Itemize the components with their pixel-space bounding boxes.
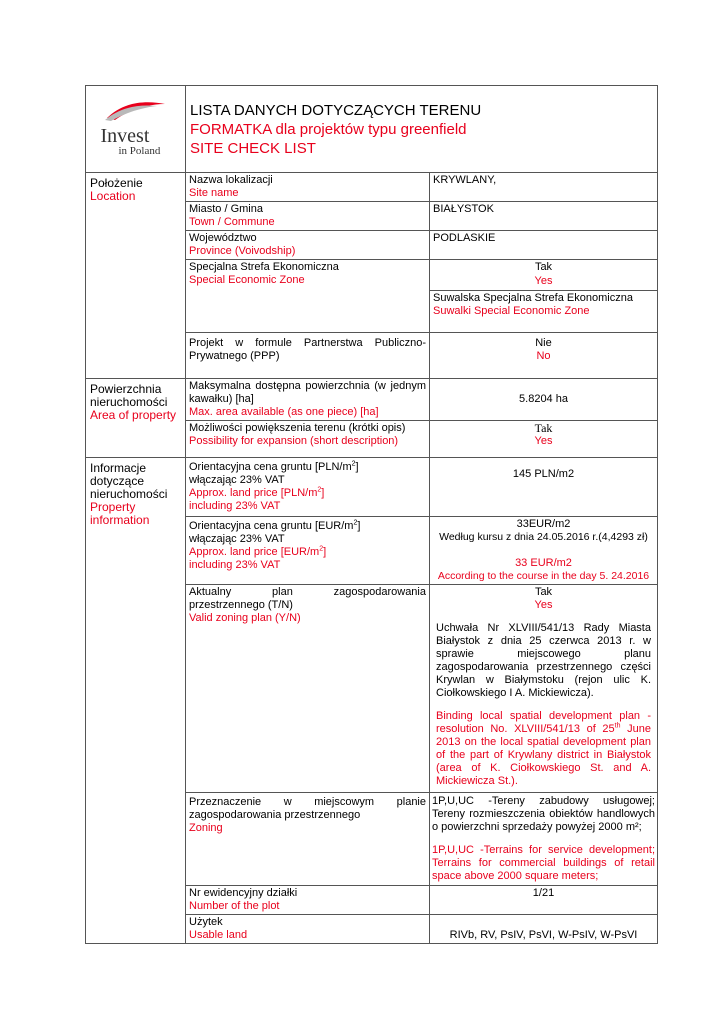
price-pln-label: Orientacyjna cena gruntu $[PLN/m^2]$ włączając 23% VAT Approx. land price $[PLN/m^2]$ including 23% VAT bbox=[186, 458, 430, 517]
expansion-value bbox=[430, 421, 658, 458]
category-label-pl-3: nieruchomości bbox=[90, 487, 168, 501]
province-label bbox=[186, 231, 430, 260]
sez-value-en: Yes bbox=[534, 275, 553, 287]
label-en: Province (Voivodship) bbox=[189, 245, 296, 257]
resolution-en-part-2: June 2013 on the local spatial development plan of the part of Krywlany district in Białystok (area of K. Ciołkowskiego St. and A. Mickiewicza St.). bbox=[436, 723, 651, 787]
site-name-value: KRYWLANY, bbox=[430, 173, 658, 202]
zoning-value-pl: 1P,U,UC -Tereny zabudowy usługowej; Tereny rozmieszczenia obiektów handlowych o powierzchni sprzedaży powyżej 2000 m²; bbox=[432, 795, 655, 833]
town-label bbox=[186, 202, 430, 231]
price-eur-value-2: Według kursu z dnia 24.05.2016 r.(4,4293 zł) bbox=[439, 531, 648, 543]
logo-cell bbox=[86, 86, 186, 173]
expansion-value-en: Yes bbox=[534, 435, 553, 447]
label-en-vat: including 23% VAT bbox=[189, 559, 281, 571]
invest-in-poland-logo bbox=[101, 100, 171, 157]
flag-swoosh-icon bbox=[101, 100, 171, 122]
title-line-1: LISTA DANYCH DOTYCZĄCYCH TERENU bbox=[190, 101, 482, 119]
ppp-label: Projekt w formule Partnerstwa Publiczno-Prywatnego (PPP) bbox=[186, 333, 430, 379]
label-pl: Specjalna Strefa Ekonomiczna bbox=[189, 261, 339, 273]
logo-sub: in Poland bbox=[118, 145, 161, 157]
label-pl: Orientacyjna cena gruntu [EUR/m bbox=[189, 520, 354, 532]
sez-value-pl: Tak bbox=[534, 261, 553, 273]
price-eur-value-1: 33EUR/m2 bbox=[516, 518, 571, 530]
label-pl-vat: włączając 23% VAT bbox=[189, 533, 285, 545]
category-label-en: Area of property bbox=[90, 408, 177, 422]
label-en: Number of the plot bbox=[189, 900, 280, 912]
title-line-3: SITE CHECK LIST bbox=[190, 139, 316, 157]
site-name-label bbox=[186, 173, 430, 202]
max-area-label bbox=[186, 379, 430, 421]
zoning-plan-resolution-en bbox=[436, 710, 651, 788]
zoning-label bbox=[186, 793, 430, 886]
label-en: Valid zoning plan (Y/N) bbox=[189, 612, 301, 624]
land-value: RIVb, RV, PsIV, PsVI, W-PsIV, W-PsVI bbox=[430, 915, 658, 944]
label-pl: Przeznaczenie w miejscowym planie zagospodarowania przestrzennego bbox=[189, 796, 426, 821]
plot-value: 1/21 bbox=[430, 886, 658, 915]
label-en-vat: including 23% VAT bbox=[189, 500, 281, 512]
label-en: Site name bbox=[189, 187, 239, 199]
label-en: Approx. land price [PLN/m bbox=[189, 487, 318, 499]
label-en: Town / Commune bbox=[189, 216, 275, 228]
label-en: Usable land bbox=[189, 929, 248, 941]
category-location bbox=[86, 173, 186, 379]
price-eur-value-en-2: According to the course in the day 5. 24.2016 bbox=[437, 570, 650, 582]
land-label bbox=[186, 915, 430, 944]
category-label-en: Location bbox=[90, 189, 136, 203]
sez-label bbox=[186, 260, 430, 333]
label-en: Zoning bbox=[189, 822, 223, 834]
price-eur-value-en-1: 33 EUR/m2 bbox=[515, 557, 572, 569]
label-en: Approx. land price [EUR/m bbox=[189, 546, 320, 558]
zoning-plan-value bbox=[430, 585, 658, 793]
plot-label bbox=[186, 886, 430, 915]
label-pl: Województwo bbox=[189, 232, 257, 244]
zoning-value-en: 1P,U,UC -Terrains for service development; Terrains for commercial buildings of retail space above 2000 square meters; bbox=[432, 844, 655, 882]
category-label-en-2: information bbox=[90, 513, 150, 527]
category-area bbox=[86, 379, 186, 458]
ppp-value bbox=[430, 333, 658, 379]
label-en: Possibility for expansion (short description) bbox=[189, 435, 399, 447]
sez-name-en: Suwalki Special Economic Zone bbox=[433, 305, 590, 317]
title-line-2: FORMATKA dla projektów typu greenfield bbox=[190, 120, 467, 138]
label-pl: Orientacyjna cena gruntu [PLN/m bbox=[189, 461, 352, 473]
label-pl: Użytek bbox=[189, 916, 223, 928]
category-label-pl: Położenie bbox=[90, 176, 143, 190]
title-cell bbox=[186, 86, 658, 173]
label-en: Special Economic Zone bbox=[189, 274, 305, 286]
zoning-value bbox=[430, 793, 658, 886]
label-pl: Miasto / Gmina bbox=[189, 203, 263, 215]
price-eur-label: Orientacyjna cena gruntu $[EUR/m^2]$ włączając 23% VAT Approx. land price $[EUR/m^2]$ including 23% VAT bbox=[186, 517, 430, 585]
zoning-plan-label bbox=[186, 585, 430, 793]
label-pl-vat: włączając 23% VAT bbox=[189, 474, 285, 486]
ppp-value-pl: Nie bbox=[535, 337, 552, 349]
province-value: PODLASKIE bbox=[430, 231, 658, 260]
logo-brand: Invest bbox=[100, 125, 150, 147]
resolution-en-sup: th bbox=[614, 722, 621, 730]
label-pl: Maksymalna dostępna powierzchnia (w jednym kawałku) [ha] bbox=[189, 380, 426, 405]
ppp-value-en: No bbox=[536, 350, 551, 362]
category-label-en: Property bbox=[90, 500, 136, 514]
label-pl: Nr ewidencyjny działki bbox=[189, 887, 298, 899]
max-area-value: 5.8204 ha bbox=[430, 379, 658, 421]
label-pl: Aktualny plan zagospodarowania przestrzennego (T/N) bbox=[189, 586, 426, 611]
town-value: BIAŁYSTOK bbox=[430, 202, 658, 231]
label-pl: Nazwa lokalizacji bbox=[189, 174, 273, 186]
zoning-plan-value-pl: Tak bbox=[534, 586, 553, 598]
expansion-value-pl: Tak bbox=[534, 421, 553, 435]
category-label-pl-2: dotyczące bbox=[90, 474, 145, 488]
site-check-table bbox=[85, 85, 658, 944]
price-eur-value bbox=[430, 517, 658, 585]
zoning-plan-value-en: Yes bbox=[534, 599, 553, 611]
category-label-pl-2: nieruchomości bbox=[90, 395, 168, 409]
resolution-en-part-1: Binding local spatial development plan - resolution No. XLVIII/541/13 of 25 bbox=[436, 710, 651, 735]
sez-value bbox=[430, 260, 658, 333]
zoning-plan-resolution-pl: Uchwała Nr XLVIII/541/13 Rady Miasta Białystok z dnia 25 czerwca 2013 r. w sprawie miejscowego planu zagospodarowania przestrzennego części Krywlan w Białymstoku (rejon ulic K. Ciołkowskiego I A. Mickiewicza). bbox=[436, 622, 651, 699]
price-pln-value: 145 PLN/m2 bbox=[430, 458, 658, 517]
category-label-pl: Informacje bbox=[90, 461, 147, 475]
label-en: Max. area available (as one piece) [ha] bbox=[189, 406, 379, 418]
category-property bbox=[86, 458, 186, 944]
expansion-label bbox=[186, 421, 430, 458]
label-pl: Możliwości powiększenia terenu (krótki opis) bbox=[189, 422, 406, 434]
sez-name-pl: Suwalska Specjalna Strefa Ekonomiczna bbox=[433, 292, 633, 304]
category-label-pl: Powierzchnia bbox=[90, 382, 162, 396]
